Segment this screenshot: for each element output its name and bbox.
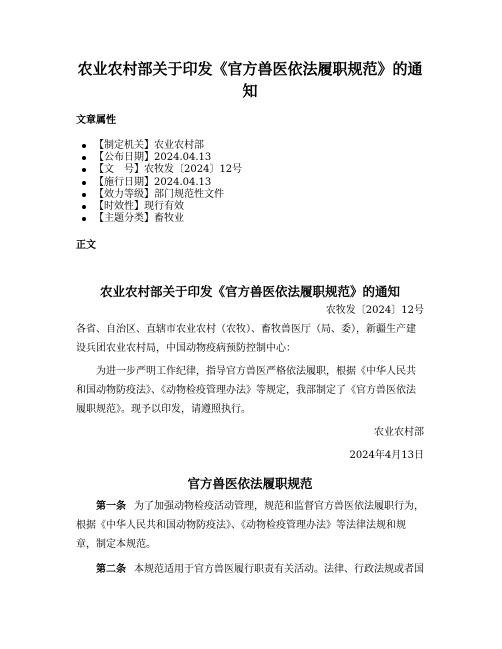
document-title: 农业农村部关于印发《官方兽医依法履职规范》的通知 [77, 60, 423, 100]
attribute-issuing-authority: 【制定机关】农业农村部 [94, 140, 424, 152]
notice-paragraph: 为进一步严明工作纪律，指导官方兽医严格依法履职，根据《中华人民共和国动物防疫法》、《动物检疫管理办法》等规定，我部制定了《官方兽医依法履职规范》。现予以印发，请遵照执行。 [76, 366, 416, 416]
article-text: 为了加强动物检疫活动管理，规范和监督官方兽医依法履职行为，根据《中华人民共和国动物防疫法》、《动物检疫管理办法》等法律法规和规章，制定本规范。 [76, 501, 424, 551]
article-label: 第一条 [96, 501, 126, 513]
attribute-document-number: 【文 号】农牧发〔2024〕12号 [94, 164, 424, 176]
attribute-validity: 【时效性】现行有效 [94, 201, 424, 213]
attribute-legal-level: 【效力等级】部门规范性文件 [94, 189, 424, 201]
article-2 [76, 560, 424, 579]
attribute-subject-category: 【主题分类】畜牧业 [94, 213, 424, 225]
article-text: 本规范适用于官方兽医履行职责有关活动。法律、行政法规或者国 [134, 564, 424, 576]
attributes-list [76, 140, 424, 225]
signer: 农业农村部 [374, 427, 424, 439]
notice-date: 2024年4月13日 [349, 450, 424, 462]
notice-title: 农业农村部关于印发《官方兽医依法履职规范》的通知 [99, 284, 400, 300]
article-1 [76, 497, 424, 554]
article-label: 第二条 [96, 564, 126, 576]
document-number: 农牧发〔2024〕12号 [325, 305, 424, 317]
attribute-publish-date: 【公布日期】2024.04.13 [94, 152, 424, 164]
attribute-effective-date: 【施行日期】2024.04.13 [94, 177, 424, 189]
attributes-heading: 文章属性 [76, 115, 116, 126]
body-heading: 正文 [76, 240, 96, 252]
regulation-title: 官方兽医依法履职规范 [187, 476, 313, 492]
recipients: 各省、自治区、直辖市农业农村（农牧）、畜牧兽医厅（局、委），新疆生产建设兵团农业农村局，中国动物疫病预防控制中心： [76, 324, 416, 355]
